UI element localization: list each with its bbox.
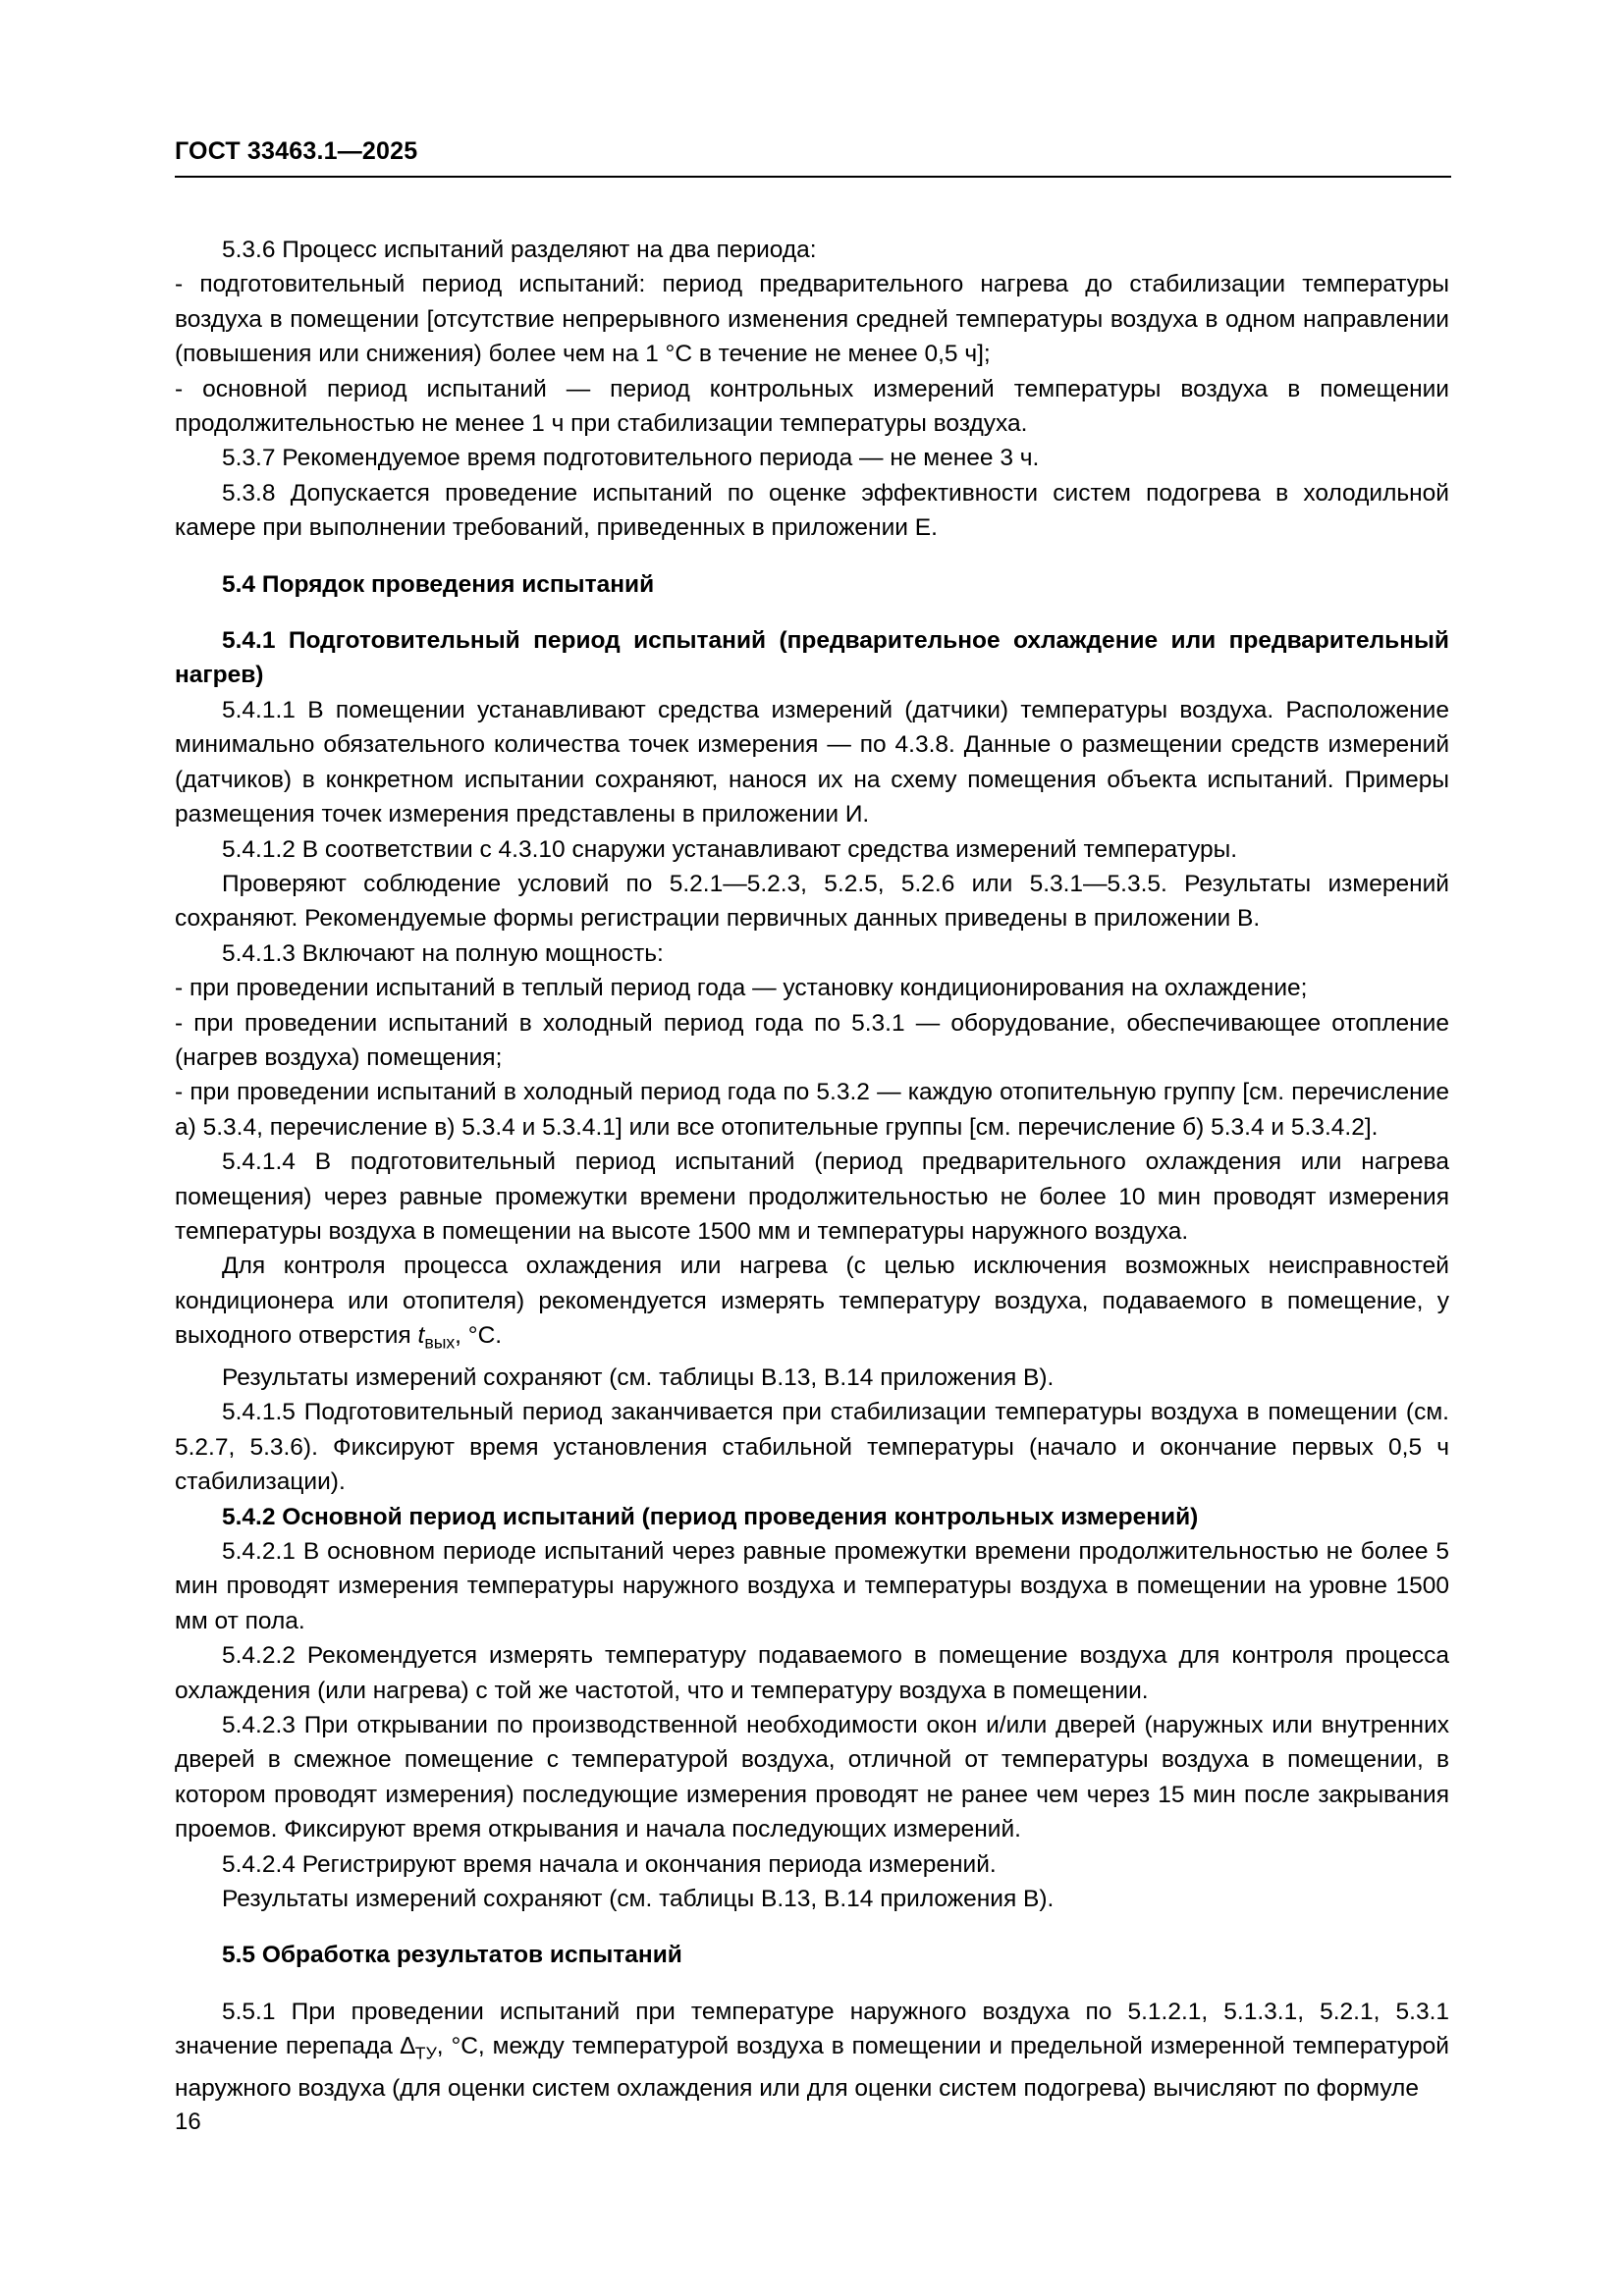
heading-5-4-1: 5.4.1 Подготовительный период испытаний (предварительное охлаждение или предварительный нагрев): [175, 627, 1449, 689]
symbol-t-vyh-subscript: вых: [424, 1332, 456, 1353]
paragraph-5-4-1-4b: [175, 1249, 1449, 1361]
paragraph-5-5-1-pre: 5.5.1 При проведении испытаний при температуре наружного воздуха по 5.1.2.1, 5.1.3.1, 5.2.1, 5.3.1 значение перепада: [175, 1998, 1449, 2060]
symbol-t-vyh: t: [417, 1322, 425, 1350]
paragraph-5-3-6-item-a: - подготовительный период испытаний: период предварительного нагрева до стабилизации температуры воздуха в помещении [отсутствие непрерывного изменения средней температуры воздуха в одном направлении (повышения или снижения) более чем на 1 °C в течение не менее 0,5 ч];: [175, 271, 1449, 368]
page-content: [175, 137, 1449, 2106]
paragraph-5-4-1-3: 5.4.1.3 Включают на полную мощность:: [222, 939, 664, 967]
paragraph-5-4-1-2: 5.4.1.2 В соответствии с 4.3.10 снаружи устанавливают средства измерений температуры.: [222, 835, 1238, 863]
paragraph-5-4-1-4b-pre: Для контроля процесса охлаждения или нагрева (с целью исключения возможных неисправностей кондиционера или отопителя) рекомендуется измерять температуру воздуха, подаваемого в помещение, у выходного отверстия: [175, 1253, 1449, 1350]
paragraph-5-4-1-3-item-a: - при проведении испытаний в теплый период года — установку кондиционирования на охлаждение;: [175, 975, 1308, 1002]
paragraph-5-4-1-5: 5.4.1.5 Подготовительный период заканчивается при стабилизации температуры воздуха в помещении (см. 5.2.7, 5.3.6). Фиксируют время установления стабильной температуры (начало и окончание первых 0,5 ч стабилизации).: [175, 1399, 1449, 1496]
paragraph-5-5-1-post: , °C, между температурой воздуха в помещении и предельной измеренной температурой наружного воздуха (для оценки систем охлаждения или для оценки систем подогрева) вычисляют по формуле: [175, 2033, 1449, 2102]
paragraph-5-4-1-4c: Результаты измерений сохраняют (см. таблицы В.13, В.14 приложения В).: [222, 1363, 1055, 1391]
paragraph-5-3-6-item-b: - основной период испытаний — период контрольных измерений температуры воздуха в помещении продолжительностью не менее 1 ч при стабилизации температуры воздуха.: [175, 375, 1449, 438]
paragraph-5-5-1: [175, 1995, 1449, 2107]
paragraph-5-4-1-1: 5.4.1.1 В помещении устанавливают средства измерений (датчики) температуры воздуха. Расположение минимально обязательного количества точек измерения — по 4.3.8. Данные о размещении средств измерений (датчиков) в конкретном испытании сохраняют, нанося их на схему помещения объекта испытаний. Примеры размещения точек измерения представлены в приложении И.: [175, 696, 1449, 828]
paragraph-5-3-6: 5.3.6 Процесс испытаний разделяют на два периода:: [222, 237, 817, 263]
paragraph-5-3-7: 5.3.7 Рекомендуемое время подготовительного периода — не менее 3 ч.: [222, 445, 1040, 472]
paragraph-5-4-1-4: 5.4.1.4 В подготовительный период испытаний (период предварительного охлаждения или нагрева помещения) через равные промежутки времени продолжительностью не более 10 мин проводят измерения температуры воздуха в помещении на высоте 1500 мм и температуры наружного воздуха.: [175, 1148, 1449, 1245]
paragraph-5-4-1-3-item-c: - при проведении испытаний в холодный период года по 5.3.2 — каждую отопительную группу [см. перечисление а) 5.3.4, перечисление в) 5.3.4 и 5.3.4.1] или все отопительные группы [см. перечисление б) 5.3.4 и 5.3.4.2].: [175, 1079, 1449, 1141]
paragraph-5-4-1-3-item-b: - при проведении испытаний в холодный период года по 5.3.1 — оборудование, обеспечивающее отопление (нагрев воздуха) помещения;: [175, 1009, 1449, 1071]
heading-5-5: 5.5 Обработка результатов испытаний: [222, 1942, 682, 1969]
paragraph-5-3-8: 5.3.8 Допускается проведение испытаний по оценке эффективности систем подогрева в холодильной камере при выполнении требований, приведенных в приложении Е.: [175, 479, 1449, 542]
heading-5-4: 5.4 Порядок проведения испытаний: [222, 570, 655, 598]
paragraph-5-4-2-2: 5.4.2.2 Рекомендуется измерять температуру подаваемого в помещение воздуха для контроля процесса охлаждения (или нагрева) с той же частотой, что и температуру воздуха в помещении.: [175, 1642, 1449, 1704]
standard-header: ГОСТ 33463.1—2025: [175, 137, 1451, 178]
paragraph-5-4-2-4b: Результаты измерений сохраняют (см. таблицы В.13, В.14 приложения В).: [222, 1885, 1055, 1912]
paragraph-5-4-2-1: 5.4.2.1 В основном периоде испытаний через равные промежутки времени продолжительностью не более 5 мин проводят измерения температуры наружного воздуха и температуры воздуха в помещении на уровне 1500 мм от пола.: [175, 1537, 1449, 1634]
heading-5-4-2: 5.4.2 Основной период испытаний (период проведения контрольных измерений): [222, 1503, 1199, 1530]
symbol-delta-tu: ∆: [400, 2033, 415, 2060]
paragraph-5-4-1-2b: Проверяют соблюдение условий по 5.2.1—5.2.3, 5.2.5, 5.2.6 или 5.3.1—5.3.5. Результаты измерений сохраняют. Рекомендуемые формы регистрации первичных данных приведены в приложении В.: [175, 870, 1449, 933]
symbol-delta-tu-subscript: ТУ: [414, 2043, 437, 2063]
paragraph-5-4-2-4: 5.4.2.4 Регистрируют время начала и окончания периода измерений.: [222, 1850, 997, 1878]
page-number: 16: [175, 2109, 201, 2135]
paragraph-5-4-2-3: 5.4.2.3 При открывании по производственной необходимости окон и/или дверей (наружных или внутренних дверей в смежное помещение с температурой воздуха, отличной от температуры воздуха в помещении, в котором проводят измерения) последующие измерения проводят не ранее чем через 15 мин после закрывания проемов. Фиксируют время открывания и начала последующих измерений.: [175, 1711, 1449, 1843]
paragraph-5-4-1-4b-post: , °C.: [455, 1322, 503, 1350]
